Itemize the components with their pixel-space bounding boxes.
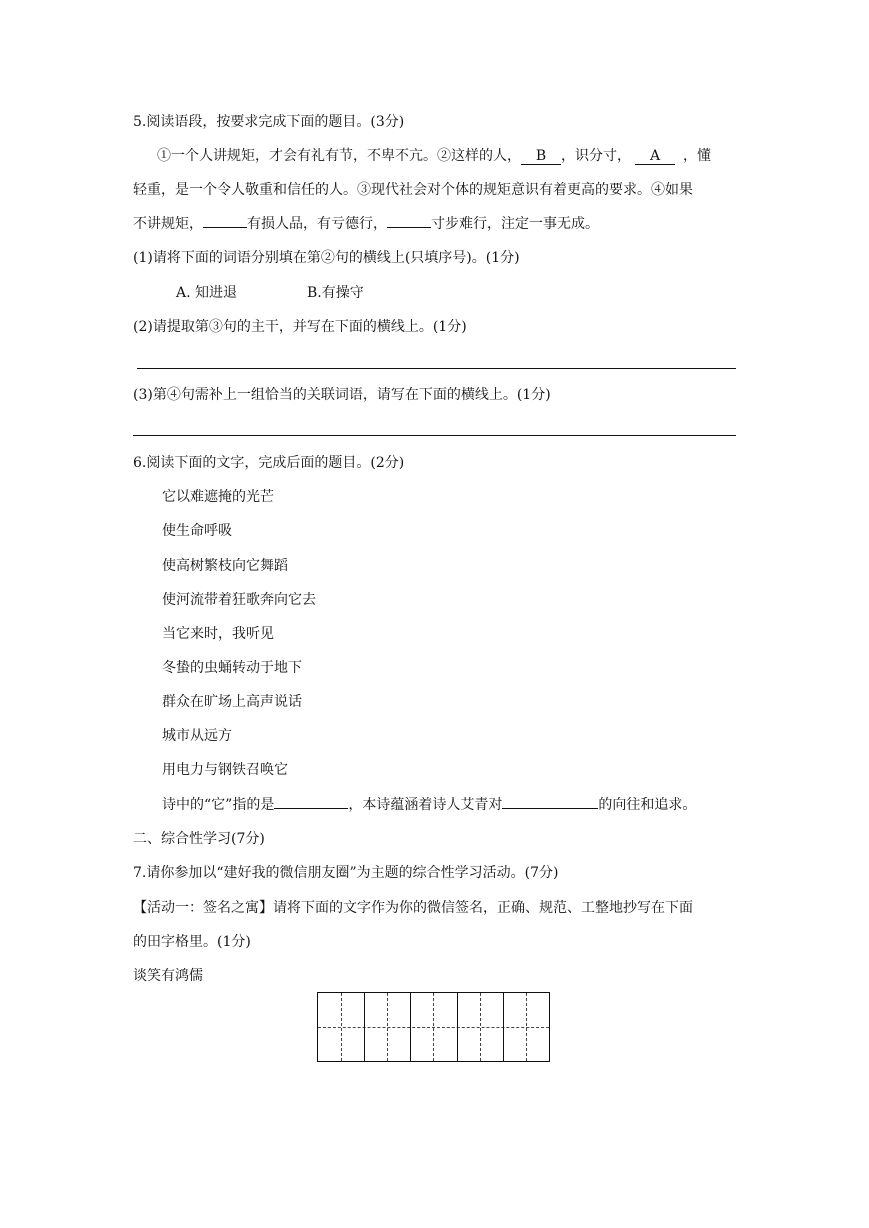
q6-question (162, 795, 696, 815)
q5-title: 5.阅读语段，按要求完成下面的题目。(3分) (133, 114, 405, 130)
q7-title: 7.请你参加以“建好我的微信朋友圈”为主题的综合性学习活动。(7分) (133, 865, 559, 881)
conjunction-blank-2[interactable] (387, 227, 431, 228)
q5-text: ，识分寸， (561, 148, 631, 164)
signature-text: 谈笑有鸿儒 (133, 968, 203, 984)
q6-text: 的向往和追求。 (598, 797, 697, 813)
section2-title: 二、综合性学习(7分) (133, 831, 265, 847)
q5-text: ①一个人讲规矩，才会有礼有节，不卑不亢。②这样的人， (157, 148, 521, 164)
q5-paragraph-line3 (133, 214, 599, 234)
answer-line-sub2[interactable] (137, 368, 736, 369)
q7-activity1-line2: 的田字格里。(1分) (133, 934, 251, 950)
answer-blank-aspiration[interactable] (502, 808, 598, 809)
poem-line: 使生命呼吸 (162, 523, 232, 539)
poem-line: 它以难遮掩的光芒 (162, 489, 274, 505)
tianzige-grid[interactable] (317, 992, 550, 1062)
grid-dash-line (433, 993, 434, 1061)
grid-cell-border (457, 993, 458, 1061)
grid-cell-border (503, 993, 504, 1061)
q7-activity1-line1: 【活动一：签名之寓】请将下面的文字作为你的微信签名，正确、规范、工整地抄写在下面 (133, 900, 693, 916)
q5-option-b: B.有操守 (307, 285, 364, 301)
conjunction-blank-1[interactable] (203, 227, 247, 228)
q5-paragraph-line2: 轻重，是一个令人敬重和信任的人。③现代社会对个体的规矩意识有着更高的要求。④如果 (133, 182, 693, 198)
answer-blank-b[interactable]: B (521, 148, 561, 165)
q5-sub3: (3)第④句需补上一组恰当的关联词语，请写在下面的横线上。(1分) (133, 387, 551, 403)
poem-line: 群众在旷场上高声说话 (162, 694, 302, 710)
grid-cell-border (410, 993, 411, 1061)
poem-line: 使河流带着狂歌奔向它去 (162, 592, 316, 608)
answer-blank-a[interactable]: A (635, 148, 675, 165)
q5-sub2: (2)请提取第③句的主干，并写在下面的横线上。(1分) (133, 319, 467, 335)
q5-text: ，懂 (683, 148, 711, 164)
q5-sub1: (1)请将下面的词语分别填在第②句的横线上(只填序号)。(1分) (133, 250, 520, 266)
q5-text: 寸步难行，注定一事无成。 (431, 216, 599, 232)
poem-line: 当它来时，我听见 (162, 626, 274, 642)
poem-line: 冬蛰的虫蛹转动于地下 (162, 660, 302, 676)
poem-line: 城市从远方 (162, 728, 232, 744)
grid-cell-border (364, 993, 365, 1061)
q6-title: 6.阅读下面的文字，完成后面的题目。(2分) (133, 455, 405, 471)
grid-dash-line (480, 993, 481, 1061)
grid-dash-line (526, 993, 527, 1061)
poem-line: 用电力与钢铁召唤它 (162, 762, 288, 778)
poem-line: 使高树繁枝向它舞蹈 (162, 558, 288, 574)
q5-text: 有损人品，有亏德行， (247, 216, 387, 232)
answer-line-sub3[interactable] (133, 435, 736, 436)
q5-text: 不讲规矩， (133, 216, 203, 232)
grid-dash-line (341, 993, 342, 1061)
answer-blank-it[interactable] (274, 808, 348, 809)
grid-dash-line (387, 993, 388, 1061)
q5-option-a: A. 知进退 (176, 285, 238, 301)
q6-text: ，本诗蕴涵着诗人艾青对 (348, 797, 503, 813)
q5-paragraph-line1 (157, 146, 711, 166)
q6-text: 诗中的“它”指的是 (162, 797, 275, 813)
